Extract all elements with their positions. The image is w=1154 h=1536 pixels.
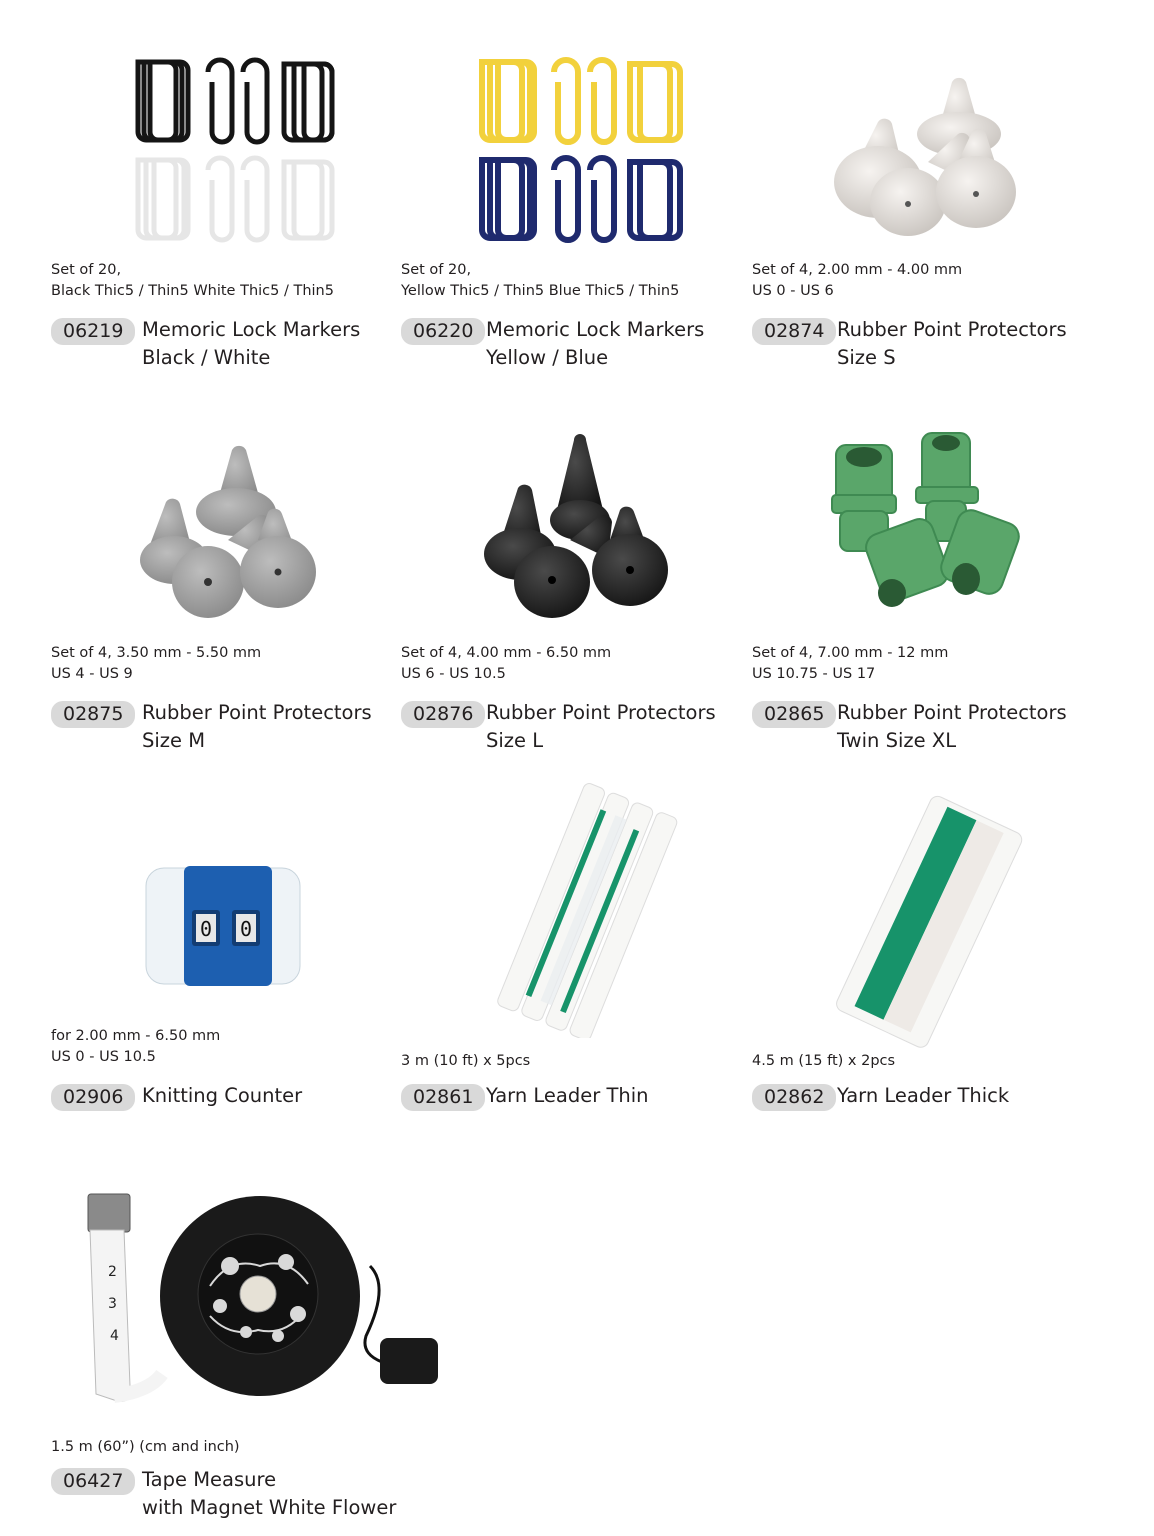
product-code-badge: 02876 [401, 701, 485, 728]
product-name-line2: Yellow / Blue [486, 346, 609, 369]
product-spec-2: US 6 - US 10.5 [401, 666, 506, 682]
product-name: Rubber Point Protectors [486, 701, 716, 724]
product-name: Memoric Lock Markers [486, 318, 705, 341]
green-twin-protectors-image [818, 425, 1078, 625]
product-spec-1: Set of 4, 7.00 mm - 12 mm [752, 645, 949, 661]
product-spec-1: Set of 4, 4.00 mm - 6.50 mm [401, 645, 612, 661]
product-name-line2: Twin Size XL [837, 729, 957, 752]
counter-digit-left: 0 [199, 917, 213, 941]
product-spec: 1.5 m (60”) (cm and inch) [51, 1439, 240, 1455]
product-name-line2: Size M [142, 729, 206, 752]
product-name: Tape Measure [142, 1468, 277, 1491]
product-spec-2: US 10.75 - US 17 [752, 666, 876, 682]
product-name-line2: Black / White [142, 346, 271, 369]
tape-measure-image [70, 1186, 450, 1416]
product-spec-2: US 0 - US 10.5 [51, 1049, 156, 1065]
product-name-line2: Size S [837, 346, 896, 369]
product-spec: 3 m (10 ft) x 5pcs [401, 1053, 531, 1069]
product-spec-2: US 0 - US 6 [752, 283, 834, 299]
yarn-leader-thin-image [468, 778, 688, 1038]
product-spec-1: Set of 4, 2.00 mm - 4.00 mm [752, 262, 963, 278]
product-name: Yarn Leader Thin [486, 1084, 649, 1107]
product-code-badge: 02874 [752, 318, 836, 345]
product-name: Rubber Point Protectors [837, 318, 1067, 341]
product-code-badge: 06219 [51, 318, 135, 345]
product-name: Yarn Leader Thick [837, 1084, 1010, 1107]
tape-mark-3: 3 [108, 1296, 117, 1312]
product-spec-1: for 2.00 mm - 6.50 mm [51, 1028, 221, 1044]
tape-mark-4: 4 [110, 1328, 119, 1344]
product-spec-1: Set of 20, [401, 262, 472, 278]
product-name: Rubber Point Protectors [837, 701, 1067, 724]
product-name: Knitting Counter [142, 1084, 303, 1107]
product-name: Memoric Lock Markers [142, 318, 361, 341]
product-code-badge: 02861 [401, 1084, 485, 1111]
product-name-line2: Size L [486, 729, 544, 752]
tape-mark-2: 2 [108, 1264, 117, 1280]
product-spec-1: Set of 4, 3.50 mm - 5.50 mm [51, 645, 262, 661]
grey-point-protectors-image [118, 430, 378, 630]
product-spec-1: Set of 20, [51, 262, 122, 278]
product-code-badge: 06220 [401, 318, 485, 345]
black-white-lock-markers-image [118, 52, 378, 252]
counter-digit-right: 0 [239, 917, 253, 941]
yellow-blue-lock-markers-image [466, 52, 726, 252]
product-name-line2: with Magnet White Flower [142, 1496, 397, 1519]
product-code-badge: 02875 [51, 701, 135, 728]
product-code-badge: 02862 [752, 1084, 836, 1111]
knitting-counter-image [128, 848, 318, 998]
product-code-badge: 02906 [51, 1084, 135, 1111]
white-point-protectors-image [818, 52, 1078, 252]
black-point-protectors-image [470, 430, 730, 630]
product-spec-2: Black Thic5 / Thin5 White Thic5 / Thin5 [51, 283, 334, 299]
product-spec-2: US 4 - US 9 [51, 666, 133, 682]
product-spec: 4.5 m (15 ft) x 2pcs [752, 1053, 896, 1069]
product-code-badge: 06427 [51, 1468, 135, 1495]
product-name: Rubber Point Protectors [142, 701, 372, 724]
yarn-leader-thick-image [820, 790, 1040, 1050]
product-code-badge: 02865 [752, 701, 836, 728]
product-spec-2: Yellow Thic5 / Thin5 Blue Thic5 / Thin5 [401, 283, 680, 299]
